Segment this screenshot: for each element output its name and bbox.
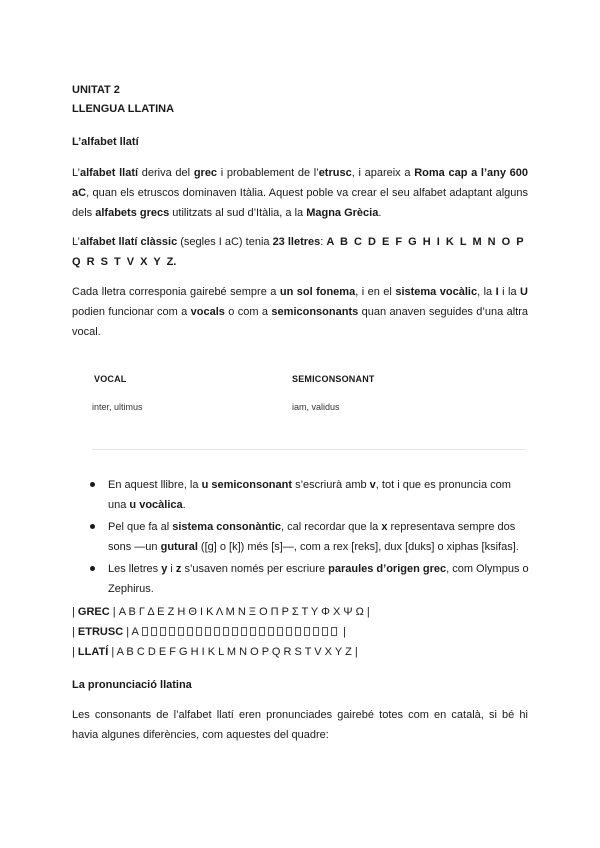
text-run: ([g] o [k]) més [s]—, com a rex [reks], dux [duks] o xiphas [ksifas]. bbox=[197, 541, 519, 553]
missing-glyph-box bbox=[223, 627, 229, 636]
text-run: Cada lletra corresponia gairebé sempre a bbox=[72, 286, 280, 298]
text-run: (segles I aC) tenia bbox=[177, 236, 273, 248]
unrendered-glyphs bbox=[142, 626, 340, 638]
text-run: s’escriurà amb bbox=[292, 479, 370, 491]
bold-term: semiconsonants bbox=[271, 306, 359, 318]
text-run: i la bbox=[498, 286, 521, 298]
text-run: L’ bbox=[72, 236, 80, 248]
text-run: , tot i que es pronuncia com una bbox=[108, 479, 511, 511]
text-run: utilitzats al sud d’Itàlia, a la bbox=[169, 207, 307, 219]
missing-glyph-box bbox=[214, 627, 220, 636]
bold-term: A B C D E F G H I K L M N O P Q R S T V X Y Z. bbox=[72, 236, 524, 268]
bold-term: sistema consonàntic bbox=[172, 521, 282, 533]
text-run: o com a bbox=[224, 306, 272, 318]
text-run: , cal recordar que la bbox=[281, 521, 382, 533]
bold-term: I bbox=[495, 286, 499, 298]
missing-glyph-box bbox=[205, 627, 211, 636]
text-run: , i apareix a bbox=[351, 167, 415, 179]
text-run: , i en el bbox=[355, 286, 396, 298]
missing-glyph-box bbox=[151, 627, 157, 636]
section-heading-pronunciation: La pronunciació llatina bbox=[72, 679, 192, 691]
separator: | bbox=[351, 646, 358, 658]
bold-term: sistema vocàlic bbox=[395, 286, 478, 298]
bold-term: u vocàlica bbox=[129, 499, 183, 511]
table-divider bbox=[92, 449, 526, 450]
text-run: representava sempre dos sons —un bbox=[108, 521, 516, 553]
text-run: i probablement de l’ bbox=[217, 167, 319, 179]
table-header-semiconsonant: SEMICONSONANT bbox=[292, 374, 375, 384]
bold-term: Roma cap a l’any 600 aC bbox=[72, 167, 529, 199]
separator: | bbox=[123, 626, 132, 638]
bold-term: 23 lletres bbox=[272, 236, 321, 248]
alphabet-line-greek bbox=[72, 602, 532, 622]
text-run: , com Olympus o Zephirus. bbox=[108, 563, 529, 595]
bold-term: gutural bbox=[160, 541, 198, 553]
notes-list bbox=[88, 475, 530, 601]
missing-glyph-box bbox=[331, 627, 337, 636]
missing-glyph-box bbox=[160, 627, 166, 636]
missing-glyph-box bbox=[142, 627, 148, 636]
section-heading-alphabet: L’alfabet llatí bbox=[72, 136, 139, 148]
bold-term: grec bbox=[193, 167, 218, 179]
paragraph-pronunciation: Les consonants de l’alfabet llatí eren pronunciades gairebé totes com en català, si bé hi havia algunes diferències, com aquestes del quadre: bbox=[72, 709, 528, 741]
bullet-icon bbox=[90, 524, 95, 529]
missing-glyph-box bbox=[304, 627, 310, 636]
missing-glyph-box bbox=[322, 627, 328, 636]
paragraph-classical-alphabet bbox=[72, 232, 528, 272]
alphabet-label: ETRUSC bbox=[77, 626, 124, 638]
alphabet-letters: A B C D E F G H I K L M N O P Q R S T V X Y Z bbox=[116, 646, 352, 658]
bold-term: U bbox=[520, 286, 528, 298]
text-run: En aquest llibre, la bbox=[108, 479, 202, 491]
text-run: Les lletres bbox=[108, 563, 162, 575]
missing-glyph-box bbox=[241, 627, 247, 636]
list-item bbox=[88, 559, 530, 599]
missing-glyph-box bbox=[313, 627, 319, 636]
alphabet-line-latin bbox=[72, 642, 532, 662]
alphabet-letters: A bbox=[131, 626, 139, 638]
bold-term: paraules d’origen grec bbox=[328, 563, 447, 575]
text-run: : bbox=[320, 236, 327, 248]
text-run: quan anaven seguides d’una altra vocal. bbox=[72, 306, 528, 338]
bold-term: u semiconsonant bbox=[201, 479, 293, 491]
bold-term: Magna Grècia bbox=[306, 207, 379, 219]
bold-term: alfabets grecs bbox=[95, 207, 170, 219]
text-run: podien funcionar com a bbox=[72, 306, 191, 318]
text-run: L’ bbox=[72, 167, 80, 179]
missing-glyph-box bbox=[277, 627, 283, 636]
separator: | bbox=[108, 646, 117, 658]
bold-term: etrusc bbox=[318, 167, 352, 179]
bold-term: v bbox=[369, 479, 376, 491]
missing-glyph-box bbox=[178, 627, 184, 636]
alphabet-letters: Α Β Γ Δ Ε Ζ Η Θ Ι Κ Λ Μ Ν Ξ Ο Π Ρ Σ Τ Υ Φ Χ Ψ Ω bbox=[118, 606, 364, 618]
bold-term: un sol fonema bbox=[279, 286, 356, 298]
missing-glyph-box bbox=[259, 627, 265, 636]
missing-glyph-box bbox=[169, 627, 175, 636]
separator: | bbox=[72, 606, 78, 618]
text-run: , quan els etruscos dominaven Itàlia. Aquest poble va crear el seu alfabet adaptant alguns dels bbox=[72, 187, 528, 219]
bold-term: z bbox=[175, 563, 182, 575]
list-item bbox=[88, 475, 530, 515]
bold-term: x bbox=[381, 521, 388, 533]
text-run: deriva del bbox=[138, 167, 194, 179]
missing-glyph-box bbox=[232, 627, 238, 636]
bullet-icon bbox=[90, 482, 95, 487]
unit-number: UNITAT 2 bbox=[72, 84, 120, 96]
text-run: s’usaven només per escriure bbox=[181, 563, 329, 575]
bullet-icon bbox=[90, 566, 95, 571]
alphabet-label: GREC bbox=[77, 606, 110, 618]
alphabet-label: LLATÍ bbox=[77, 646, 109, 658]
table-header-vocal: VOCAL bbox=[94, 374, 127, 384]
separator: | bbox=[339, 626, 346, 638]
text-run: i bbox=[167, 563, 176, 575]
bold-term: alfabet llatí bbox=[79, 167, 139, 179]
paragraph-phonemes bbox=[72, 282, 528, 342]
bold-term: y bbox=[161, 563, 168, 575]
missing-glyph-box bbox=[268, 627, 274, 636]
text-run: . bbox=[182, 499, 186, 511]
missing-glyph-box bbox=[295, 627, 301, 636]
missing-glyph-box bbox=[286, 627, 292, 636]
table-cell-semiconsonant-example: iam, validus bbox=[292, 402, 340, 412]
unit-title: LLENGUA LLATINA bbox=[72, 103, 175, 115]
paragraph-origin bbox=[72, 163, 528, 223]
list-item bbox=[88, 517, 530, 557]
bold-term: alfabet llatí clàssic bbox=[79, 236, 178, 248]
separator: | bbox=[72, 626, 78, 638]
bold-term: vocals bbox=[190, 306, 225, 318]
text-run: . bbox=[378, 207, 382, 219]
separator: | bbox=[72, 646, 78, 658]
missing-glyph-box bbox=[196, 627, 202, 636]
text-run: , la bbox=[477, 286, 496, 298]
separator: | bbox=[363, 606, 370, 618]
separator: | bbox=[109, 606, 119, 618]
text-run: Pel que fa al bbox=[108, 521, 173, 533]
missing-glyph-box bbox=[250, 627, 256, 636]
alphabet-line-etrusc bbox=[72, 622, 532, 642]
missing-glyph-box bbox=[187, 627, 193, 636]
table-cell-vocal-example: inter, ultimus bbox=[92, 402, 143, 412]
